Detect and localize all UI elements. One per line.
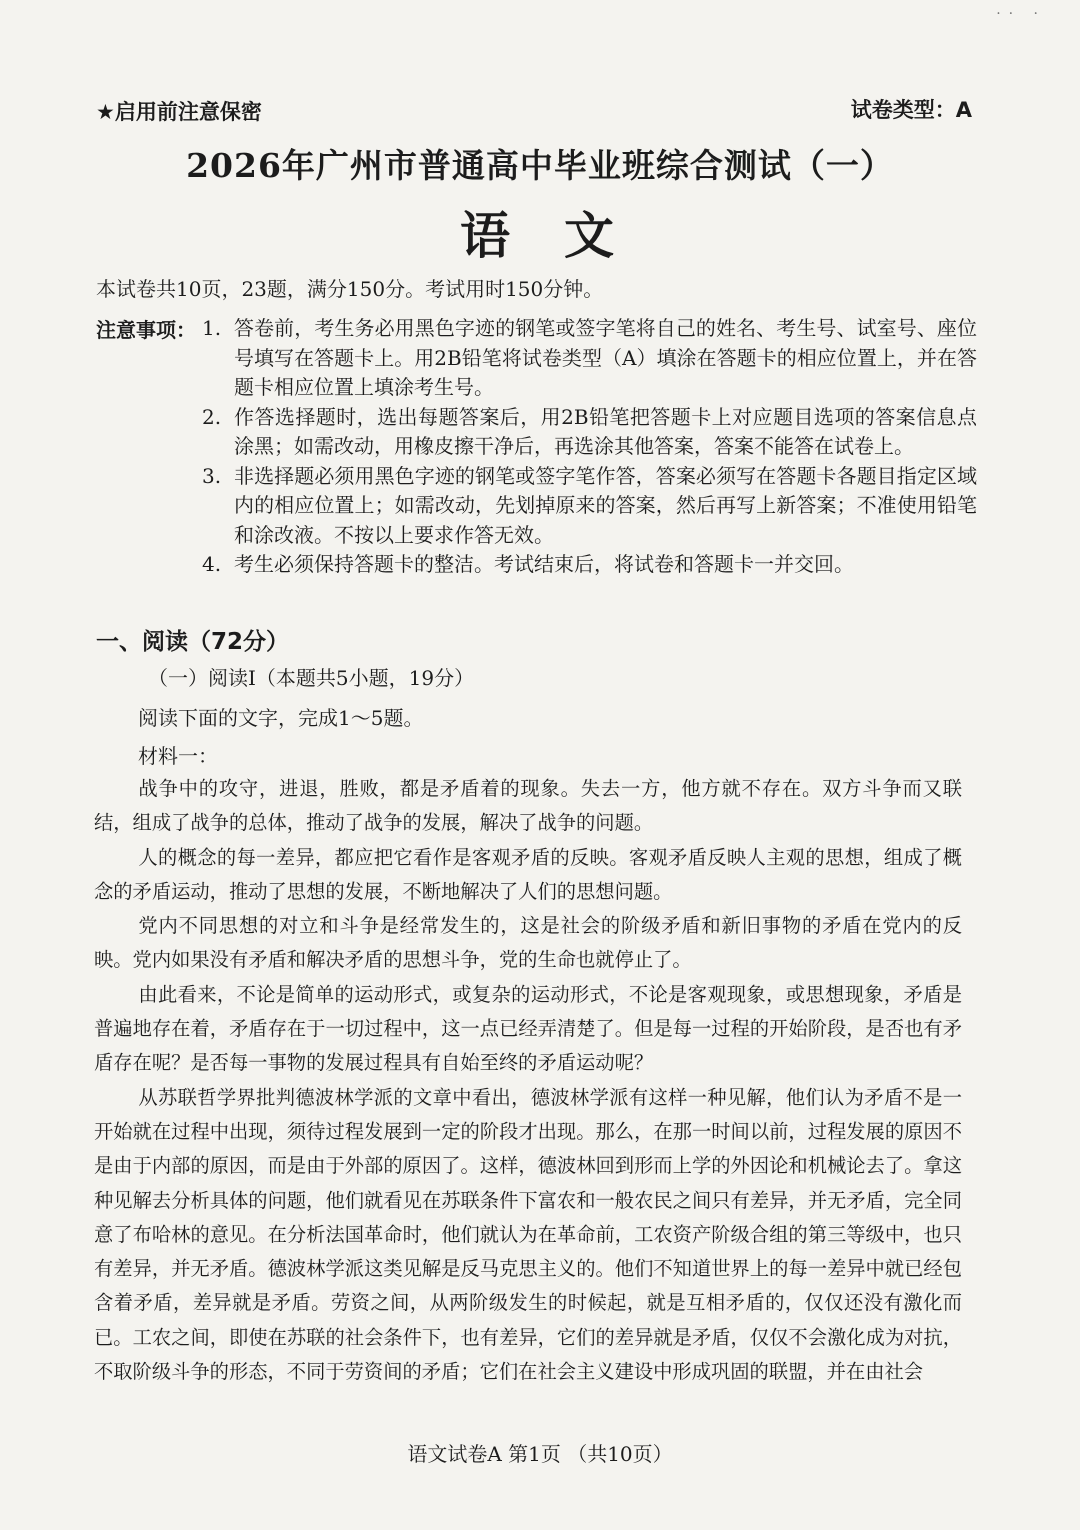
passage-paragraph: 由此看来，不论是简单的运动形式，或复杂的运动形式，不论是客观现象，或思想现象，矛盾是普遍地存在着，矛盾存在于一切过程中，这一点已经弄清楚了。但是每一过程的开始阶段，是否也有矛盾存在呢？是否每一事物的发展过程具有自始至终的矛盾运动呢？: [94, 982, 962, 1075]
notice-item-number: 3.: [202, 463, 222, 488]
passage-paragraph: 从苏联哲学界批判德波林学派的文章中看出，德波林学派有这样一种见解，他们认为矛盾不是一开始就在过程中出现，须待过程发展到一定的阶段才出现。那么，在那一时间以前，过程发展的原因不是由于内部的原因，而是由于外部的原因了。这样，德波林回到形而上学的外因论和机械论去了。拿这种见解去分析具体的问题，他们就看见在苏联条件下富农和一般农民之间只有差异，并无矛盾，完全同意了布哈林的意见。在分析法国革命时，他们就认为在革命前，工农资产阶级合组的第三等级中，也只有差异，并无矛盾。德波林学派这类见解是反马克思主义的。他们不知道世界上的每一差异中就已经包含着矛盾，差异就是矛盾。劳资之间，从两阶级发生的时候起，就是互相矛盾的，仅仅还没有激化而已。工农之间，即使在苏联的社会条件下，也有差异，它们的差异就是矛盾，仅仅不会激化成为对抗，不取阶级斗争的形态，不同于劳资间的矛盾；它们在社会主义建设中形成巩固的联盟，并在由社会: [94, 1085, 962, 1384]
subject-title: [0, 196, 1080, 268]
exam-summary: 本试卷共10页，23题，满分150分。考试用时150分钟。: [96, 277, 604, 301]
notice-item-number: 1.: [202, 316, 222, 340]
passage-paragraph: 战争中的攻守，进退，胜败，都是矛盾着的现象。失去一方，他方就不存在。双方斗争而又联结，组成了战争的总体，推动了战争的发展，解决了战争的问题。: [94, 777, 962, 835]
notice-label: 注意事项：: [96, 318, 196, 342]
notice-item-text: 作答选择题时，选出每题答案后，用2B铅笔把答题卡上对应题目选项的答案信息点涂黑；如需改动，用橡皮擦干净后，再选涂其他答案，答案不能答在试卷上。: [234, 404, 977, 458]
notice-item-text: 答卷前，考生务必用黑色字迹的钢笔或签字笔将自己的姓名、考生号、试室号、座位号填写在答题卡上。用2B铅笔将试卷类型（A）填涂在答题卡的相应位置上，并在答题卡相应位置上填涂考生号。: [234, 316, 977, 399]
notice-list: [202, 314, 977, 580]
notice-item-text: 考生必须保持答题卡的整洁。考试结束后，将试卷和答题卡一并交回。: [234, 552, 854, 576]
page-footer: 语文试卷A 第1页 （共10页）: [407, 1442, 673, 1466]
notice-item-number: 2.: [202, 404, 222, 429]
paper-type-label: 试卷类型：A: [850, 98, 972, 122]
subject-char-2: 文: [564, 207, 620, 265]
subject-char-1: 语: [460, 207, 516, 265]
material-label: 材料一：: [138, 744, 218, 768]
notice-item: [202, 550, 977, 580]
passage-paragraph: 党内不同思想的对立和斗争是经常发生的，这是社会的阶级矛盾和新旧事物的矛盾在党内的反映。党内如果没有矛盾和解决矛盾的思想斗争，党的生命也就停止了。: [94, 914, 962, 972]
reading-instruction: 阅读下面的文字，完成1～5题。: [138, 706, 424, 730]
notice-item-number: 4.: [202, 552, 222, 576]
notice-item-text: 非选择题必须用黑色字迹的钢笔或签字笔作答，答案必须写在答题卡各题目指定区域内的相应位置上；如需改动，先划掉原来的答案，然后再写上新答案；不准使用铅笔和涂改液。不按以上要求作答无效。: [234, 463, 977, 547]
scan-specks: ·· ·: [996, 6, 1046, 22]
passage-paragraph: 人的概念的每一差异，都应把它看作是客观矛盾的反映。客观矛盾反映人主观的思想，组成了概念的矛盾运动，推动了思想的发展，不断地解决了人们的思想问题。: [94, 845, 962, 903]
section-heading: 一、阅读（72分）: [96, 629, 290, 655]
notice-item: [202, 314, 977, 403]
confidential-notice: ★启用前注意保密: [96, 100, 262, 124]
sub-section-heading: （一）阅读Ⅰ（本题共5小题，19分）: [148, 666, 475, 690]
reading-passage: [94, 772, 962, 1389]
notice-item: [202, 462, 977, 551]
exam-title: 2026年广州市普通高中毕业班综合测试（一）: [186, 146, 894, 185]
notice-item: [202, 403, 977, 462]
